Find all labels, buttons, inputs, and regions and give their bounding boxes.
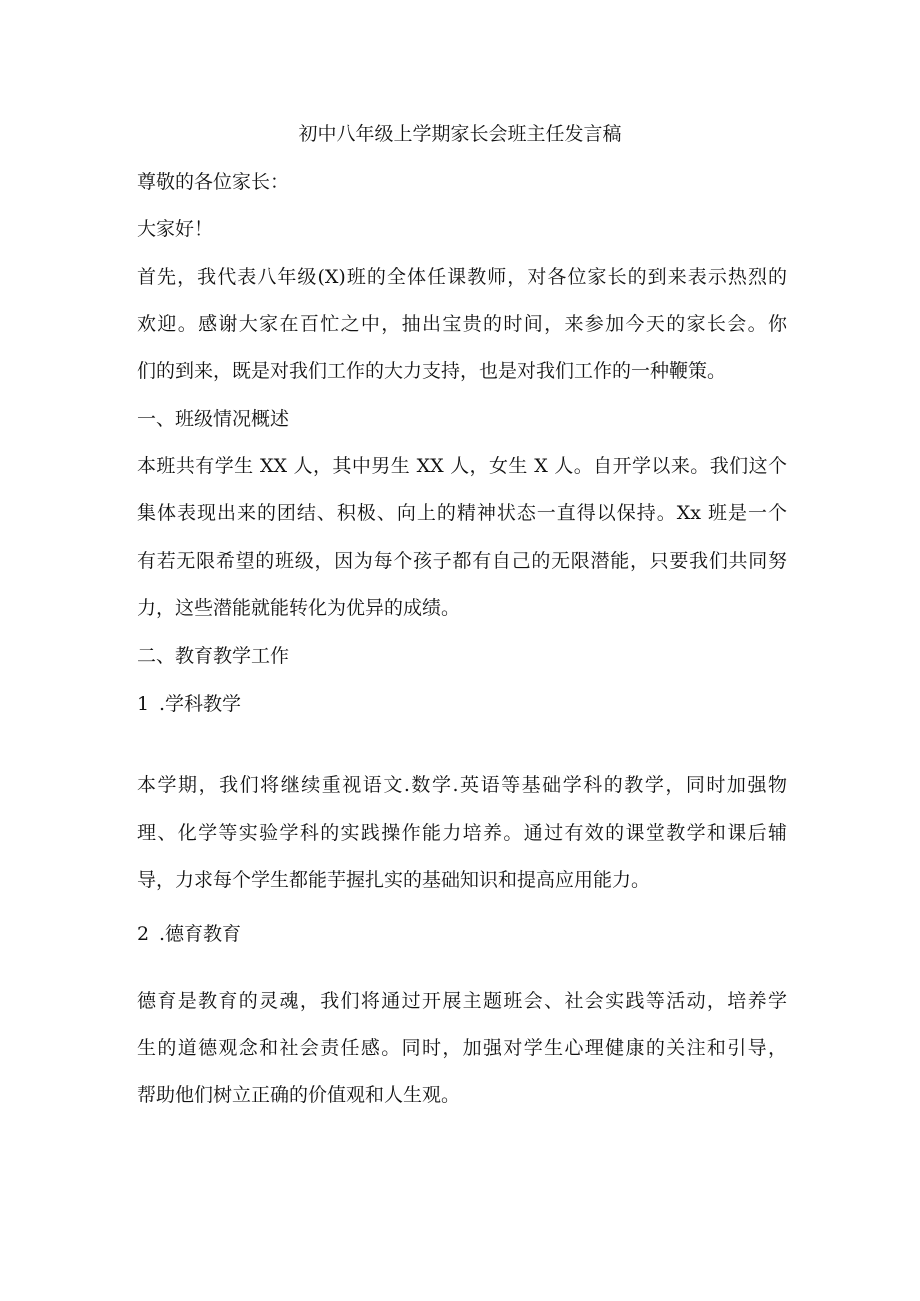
subsection-label: .德育教育: [159, 923, 242, 945]
section-heading-1: 一、班级情况概述: [137, 408, 290, 430]
subsection2-line: 帮助他们树立正确的价值观和人生观。: [137, 1084, 461, 1106]
subsection-number: 1: [137, 693, 150, 715]
intro-line: 首先，我代表八年级(X)班的全体任课教师，对各位家长的到来表示热烈的: [137, 266, 787, 288]
section-heading-2: 二、教育教学工作: [137, 645, 290, 667]
subsection2-line: 德育是教育的灵魂，我们将通过开展主题班会、社会实践等活动，培养学: [137, 990, 787, 1012]
subsection1-line: 理、化学等实验学科的实践操作能力培养。通过有效的课堂教学和课后辅: [137, 822, 787, 844]
section1-line: 本班共有学生 XX 人，其中男生 XX 人，女生 X 人。自开学以来。我们这个: [137, 455, 787, 477]
subsection-heading-1: [137, 691, 787, 717]
salutation: 尊敬的各位家长：: [137, 171, 290, 193]
section1-line: 集体表现出来的团结、积极、向上的精神状态一直得以保持。Xx 班是一个: [137, 502, 787, 524]
subsection-heading-2: [137, 921, 787, 947]
intro-line: 欢迎。感谢大家在百忙之中，抽出宝贵的时间，来参加今天的家长会。你: [137, 313, 787, 335]
subsection2-line: 生的道德观念和社会责任感。同时，加强对学生心理健康的关注和引导，: [137, 1037, 787, 1059]
subsection1-line: 本学期，我们将继续重视语文.数学.英语等基础学科的教学，同时加强物: [137, 774, 787, 796]
subsection-label: .学科教学: [159, 693, 242, 715]
subsection1-line: 导，力求每个学生都能芋握扎实的基础知识和提高应用能力。: [137, 869, 651, 891]
section1-line: 力，这些潜能就能转化为优异的成绩。: [137, 597, 461, 619]
subsection-number: 2: [137, 923, 150, 945]
document-title: 初中八年级上学期家长会班主任发言稿: [298, 123, 622, 145]
greeting: 大家好！: [137, 218, 214, 240]
intro-line: 们的到来，既是对我们工作的大力支持，也是对我们工作的一种鞭策。: [137, 360, 727, 382]
section1-line: 有若无限希望的班级，因为每个孩子都有自己的无限潜能，只要我们共同努: [137, 550, 787, 572]
